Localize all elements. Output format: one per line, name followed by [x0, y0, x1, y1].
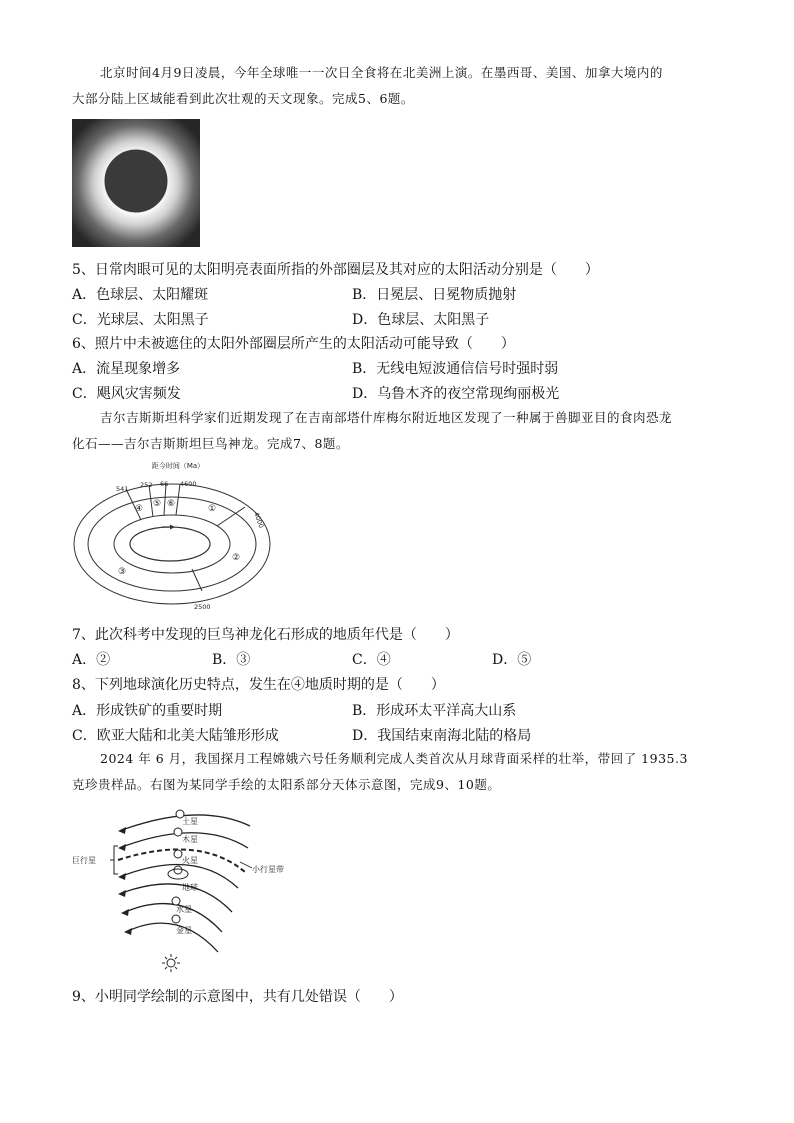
sun-icon: [162, 954, 180, 972]
intro-line: 2024 年 6 月，我国探月工程嫦娥六号任务顺利完成人类首次从月球背面采样的壮举，带回了 1935.3: [100, 751, 688, 766]
diagram-title: 距今时间（Ma）: [151, 462, 205, 470]
solar-system-sketch: [70, 800, 300, 980]
question-9-stem: 9、小明同学绘制的示意图中，共有几处错误（ ）: [72, 989, 403, 1005]
intro-line: 大部分陆上区域能看到此次壮观的天文现象。完成5、6题。: [72, 91, 414, 106]
earth-label: 地球: [182, 883, 198, 892]
saturn-label: 土星: [182, 817, 198, 826]
option-6a: A．流星现象增多: [72, 361, 181, 377]
option-6d: D．乌鲁木齐的夜空常现绚丽极光: [352, 386, 560, 402]
option-7a: A．②: [72, 652, 111, 668]
eclipse-photo: [72, 119, 200, 247]
giant-planets-label: 巨行星: [72, 856, 96, 865]
intro-line: 化石——吉尔吉斯斯坦巨鸟神龙。完成7、8题。: [72, 436, 349, 451]
option-8d: D．我国结束南海北陆的格局: [352, 728, 532, 744]
era-marker: ⑤: [153, 499, 162, 509]
intro-line: 克珍贵样品。右图为某同学手绘的太阳系部分天体示意图，完成9、10题。: [72, 777, 501, 792]
tick-label: 541: [116, 485, 129, 493]
question-5-stem: 5、日常肉眼可见的太阳明亮表面所指的外部圈层及其对应的太阳活动分别是（ ）: [72, 262, 599, 278]
question-8-stem: 8、下列地球演化历史特点，发生在④地质时期的是（ ）: [72, 677, 445, 693]
question-7-stem: 7、此次科考中发现的巨鸟神龙化石形成的地质年代是（ ）: [72, 627, 459, 643]
option-5d: D．色球层、太阳黑子: [352, 312, 490, 328]
option-8b: B．形成环太平洋高大山系: [352, 703, 517, 719]
option-8a: A．形成铁矿的重要时期: [72, 703, 223, 719]
option-7d: D．⑤: [492, 652, 532, 668]
tick-label: 2500: [194, 603, 211, 611]
era-marker: ⑥: [167, 499, 176, 509]
tick-label: 66: [160, 480, 169, 488]
era-marker: ④: [135, 504, 144, 514]
asteroid-belt-label: 小行星带: [252, 865, 284, 874]
option-5b: B．日冕层、日冕物质抛射: [352, 287, 517, 303]
venus-label: 金星: [176, 926, 192, 935]
geologic-time-diagram: [70, 458, 275, 618]
era-marker: ③: [118, 567, 127, 577]
mars-label: 火星: [182, 856, 198, 865]
era-marker: ②: [232, 553, 241, 563]
jupiter-label: 木星: [182, 835, 198, 844]
option-7b: B．③: [212, 652, 251, 668]
tick-label: 4600: [180, 480, 197, 488]
option-8c: C．欧亚大陆和北美大陆雏形形成: [72, 728, 279, 744]
option-5a: A．色球层、太阳耀斑: [72, 287, 209, 303]
era-marker: ①: [208, 504, 217, 514]
tick-label: 252: [140, 481, 153, 489]
intro-line: 吉尔吉斯斯坦科学家们近期发现了在吉南部塔什库梅尔附近地区发现了一种属于兽脚亚目的食肉恐龙: [100, 410, 673, 425]
mercury-label: 水星: [176, 905, 192, 914]
option-6c: C．飓风灾害频发: [72, 386, 181, 402]
tick-label: 4000: [252, 510, 266, 530]
option-6b: B．无线电短波通信信号时强时弱: [352, 361, 559, 377]
option-5c: C．光球层、太阳黑子: [72, 312, 209, 328]
question-6-stem: 6、照片中未被遮住的太阳外部圈层所产生的太阳活动可能导致（ ）: [72, 336, 515, 352]
intro-line: 北京时间4月9日凌晨，今年全球唯一一次日全食将在北美洲上演。在墨西哥、美国、加拿大境内的: [100, 65, 663, 80]
option-7c: C．④: [352, 652, 391, 668]
